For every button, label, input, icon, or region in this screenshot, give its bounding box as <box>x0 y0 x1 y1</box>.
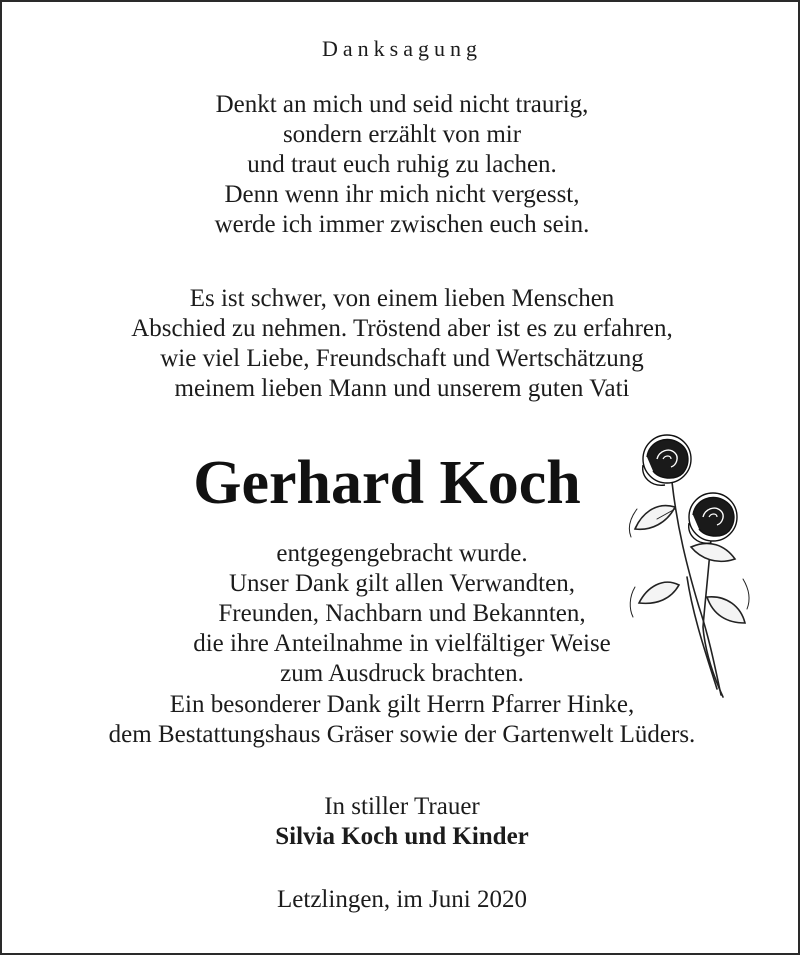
heading: Danksagung <box>322 36 482 61</box>
thanks-line: Ein besonderer Dank gilt Herrn Pfarrer Hinke, <box>169 691 635 718</box>
poem-line: Denn wenn ihr mich nicht vergesst, <box>224 181 580 208</box>
poem-line: sondern erzählt von mir <box>282 121 522 148</box>
mourning-label: In stiller Trauer <box>324 793 480 820</box>
intro-line: Es ist schwer, von einem lieben Menschen <box>189 285 615 312</box>
thanks-line: die ihre Anteilnahme in vielfältiger Weise <box>193 630 611 657</box>
poem-line: Denkt an mich und seid nicht traurig, <box>215 91 589 118</box>
place-date: Letzlingen, im Juni 2020 <box>277 886 527 913</box>
deceased-name: Gerhard Koch <box>193 449 581 517</box>
poem-line: werde ich immer zwischen euch sein. <box>214 211 590 238</box>
thanks-line: Freunden, Nachbarn und Bekannten, <box>218 600 586 627</box>
intro-line: meinem lieben Mann und unserem guten Vati <box>174 375 630 402</box>
poem-line: und traut euch ruhig zu lachen. <box>247 151 557 178</box>
thanks-line: dem Bestattungshaus Gräser sowie der Gartenwelt Lüders. <box>108 721 696 748</box>
thanks-line: zum Ausdruck brachten. <box>280 660 524 687</box>
mourners: Silvia Koch und Kinder <box>275 823 529 850</box>
roses-icon <box>617 427 757 702</box>
thanks-line: entgegengebracht wurde. <box>276 540 528 567</box>
intro-line: wie viel Liebe, Freundschaft und Wertschätzung <box>160 345 644 372</box>
thanks-line: Unser Dank gilt allen Verwandten, <box>229 570 575 597</box>
intro-line: Abschied zu nehmen. Tröstend aber ist es zu erfahren, <box>131 315 673 342</box>
